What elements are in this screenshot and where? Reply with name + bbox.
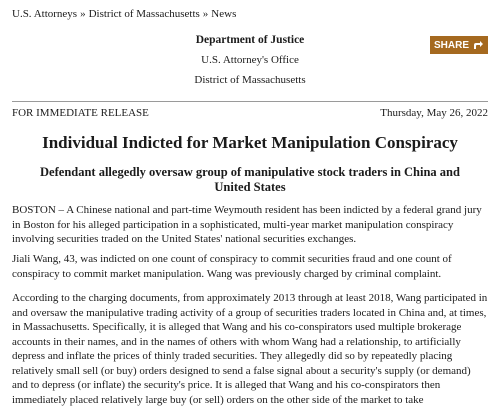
breadcrumb-link-us-attorneys[interactable]: U.S. Attorneys: [12, 8, 78, 20]
share-button[interactable]: [430, 36, 488, 54]
breadcrumb-link-district[interactable]: District of Massachusetts: [88, 8, 200, 20]
release-date: Thursday, May 26, 2022: [380, 107, 488, 119]
page-title: Individual Indicted for Market Manipulation Conspiracy: [42, 133, 458, 152]
share-icon: [473, 40, 484, 50]
breadcrumb: [12, 8, 236, 20]
page-subtitle: Defendant allegedly oversaw group of manipulative stock traders in China and United States: [40, 165, 460, 194]
office-name: U.S. Attorney's Office: [201, 54, 299, 66]
breadcrumb-separator: »: [202, 8, 209, 20]
release-label: FOR IMMEDIATE RELEASE: [12, 107, 149, 119]
release-row: [12, 107, 488, 119]
article-paragraph: BOSTON – A Chinese national and part-time Weymouth resident has been indicted by a federal grand jury in Boston for his alleged participation in a sophisticated, multi-year market manipulation conspiracy involving securities traded on the United States' national securities exchanges.: [12, 204, 482, 245]
breadcrumb-separator: »: [80, 8, 86, 20]
breadcrumb-link-news[interactable]: News: [211, 8, 237, 20]
article-paragraph: Jiali Wang, 43, was indicted on one count of conspiracy to commit securities fraud and one count of conspiracy to commit market manipulation. Wang was previously charged by criminal complaint.: [12, 253, 452, 280]
share-label: SHARE: [433, 39, 469, 51]
department-name: Department of Justice: [195, 34, 305, 46]
article-paragraph: According to the charging documents, from approximately 2013 through at least 2018, Wang participated in and oversaw the manipulative trading activity of a group of securities traders located in China and, at times, in Massachusetts. Specifically, it is alleged that Wang and his co-conspirators used multiple brokerage accounts in their names, and in the names of others with whom Wang had a relationship, to artificially depress and inflate the prices of thinly traded securities. They allegedly did so by repeatedly placing relatively small sell (or buy) orders designed to send a false signal about a security's supply (or demand) and to depress (or inflate) the security's price. It is alleged that Wang and his co-conspirators then immediately placed relatively large buy (or sell) orders on the other side of the market to take: [12, 292, 488, 406]
divider: [12, 101, 488, 102]
district-name: District of Massachusetts: [194, 74, 306, 86]
